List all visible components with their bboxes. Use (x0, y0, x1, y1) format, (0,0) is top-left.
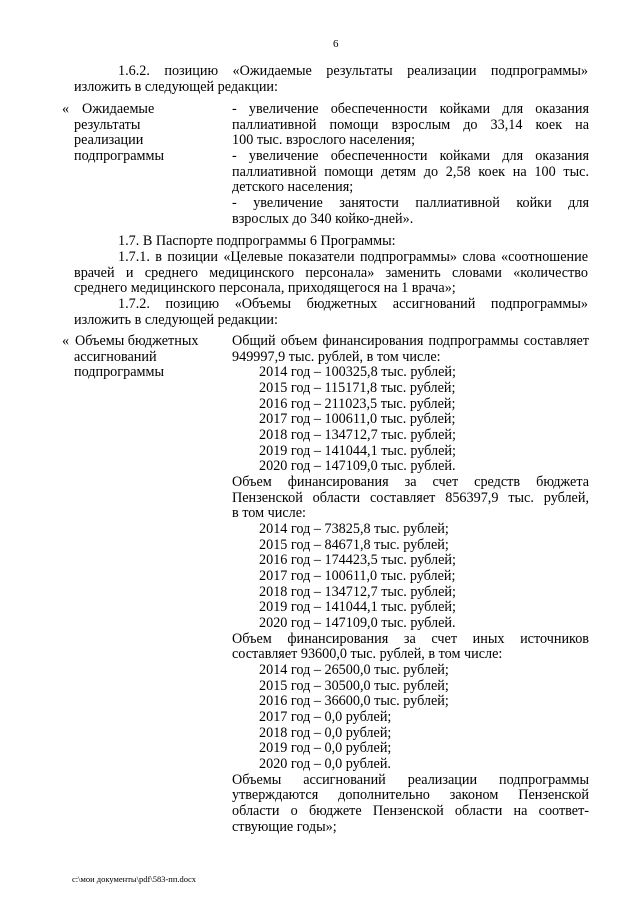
other-year-2020: 2020 год – 0,0 рублей. (259, 756, 391, 772)
other-year-2015: 2015 год – 30500,0 тыс. рублей; (259, 678, 449, 694)
regional-year-2020: 2020 год – 147109,0 тыс. рублей. (259, 615, 456, 631)
other-intro-2: составляет 93600,0 тыс. рублей, в том числе: (232, 646, 503, 662)
results-line-2: паллиативной помощи взрослым до 33,14 коек на (232, 117, 589, 133)
results-label-3: реализации (74, 132, 144, 148)
total-year-2017: 2017 год – 100611,0 тыс. рублей; (259, 411, 456, 427)
p171-line2: врачей и среднего медицинского персонала» заменить словами «количество (74, 265, 588, 281)
total-year-2020: 2020 год – 147109,0 тыс. рублей. (259, 458, 456, 474)
total-year-2015: 2015 год – 115171,8 тыс. рублей; (259, 380, 456, 396)
page-number: 6 (333, 38, 339, 50)
regional-intro-3: в том числе: (232, 505, 306, 521)
results-open-quote: « (62, 101, 70, 117)
results-label-2: результаты (74, 117, 141, 133)
regional-intro-2: Пензенской области составляет 856397,9 тыс. рублей, (232, 490, 589, 506)
regional-year-2014: 2014 год – 73825,8 тыс. рублей; (259, 521, 449, 537)
total-year-2018: 2018 год – 134712,7 тыс. рублей; (259, 427, 456, 443)
other-year-2016: 2016 год – 36600,0 тыс. рублей; (259, 693, 449, 709)
footer-file-path: c:\мои документы\pdf\583-пп.docx (72, 874, 197, 884)
p162-line1: 1.6.2. позицию «Ожидаемые результаты реализации подпрограммы» (118, 63, 588, 79)
total-year-2019: 2019 год – 141044,1 тыс. рублей; (259, 443, 456, 459)
results-line-7: - увеличение занятости паллиативной койки для (232, 195, 589, 211)
budget-open-quote: « (62, 333, 70, 349)
total-intro-1: Общий объем финансирования подпрограммы составляет (232, 333, 589, 349)
results-label-4: подпрограммы (74, 148, 164, 164)
results-label-1: Ожидаемые (82, 101, 155, 117)
total-year-2016: 2016 год – 211023,5 тыс. рублей; (259, 396, 456, 412)
results-line-1: - увеличение обеспеченности койками для оказания (232, 101, 589, 117)
other-year-2019: 2019 год – 0,0 рублей; (259, 740, 392, 756)
regional-year-2017: 2017 год – 100611,0 тыс. рублей; (259, 568, 456, 584)
total-intro-2: 949997,9 тыс. рублей, в том числе: (232, 349, 441, 365)
regional-year-2016: 2016 год – 174423,5 тыс. рублей; (259, 552, 456, 568)
results-line-8: взрослых до 340 койко-дней». (232, 211, 414, 227)
regional-intro-1: Объем финансирования за счет средств бюджета (232, 474, 589, 490)
results-line-6: детского населения; (232, 179, 354, 195)
closing-line-4: ствующие годы»; (232, 819, 337, 835)
closing-line-1: Объемы ассигнований реализации подпрограммы (232, 772, 589, 788)
budget-label-2: ассигнований (74, 349, 157, 365)
p17-line: 1.7. В Паспорте подпрограммы 6 Программы: (118, 233, 396, 249)
other-year-2014: 2014 год – 26500,0 тыс. рублей; (259, 662, 449, 678)
budget-label-3: подпрограммы (74, 364, 164, 380)
results-line-5: паллиативной помощи детям до 2,58 коек на 100 тыс. (232, 164, 589, 180)
p171-line3: среднего медицинского персонала, приходящегося на 1 врача»; (74, 280, 456, 296)
p172-line1: 1.7.2. позицию «Объемы бюджетных ассигнований подпрограммы» (118, 296, 588, 312)
other-year-2017: 2017 год – 0,0 рублей; (259, 709, 392, 725)
regional-year-2019: 2019 год – 141044,1 тыс. рублей; (259, 599, 456, 615)
p162-line2: изложить в следующей редакции: (74, 79, 278, 95)
budget-label-1: Объемы бюджетных (75, 333, 199, 349)
p172-line2: изложить в следующей редакции: (74, 312, 278, 328)
other-intro-1: Объем финансирования за счет иных источников (232, 631, 589, 647)
other-year-2018: 2018 год – 0,0 рублей; (259, 725, 392, 741)
closing-line-3: области о бюджете Пензенской области на соответ- (232, 803, 589, 819)
total-year-2014: 2014 год – 100325,8 тыс. рублей; (259, 364, 456, 380)
regional-year-2018: 2018 год – 134712,7 тыс. рублей; (259, 584, 456, 600)
closing-line-2: утверждаются дополнительно законом Пензенской (232, 787, 589, 803)
results-line-3: 100 тыс. взрослого населения; (232, 132, 416, 148)
p171-line1: 1.7.1. в позиции «Целевые показатели подпрограммы» слова «соотношение (118, 249, 588, 265)
regional-year-2015: 2015 год – 84671,8 тыс. рублей; (259, 537, 449, 553)
results-line-4: - увеличение обеспеченности койками для оказания (232, 148, 589, 164)
